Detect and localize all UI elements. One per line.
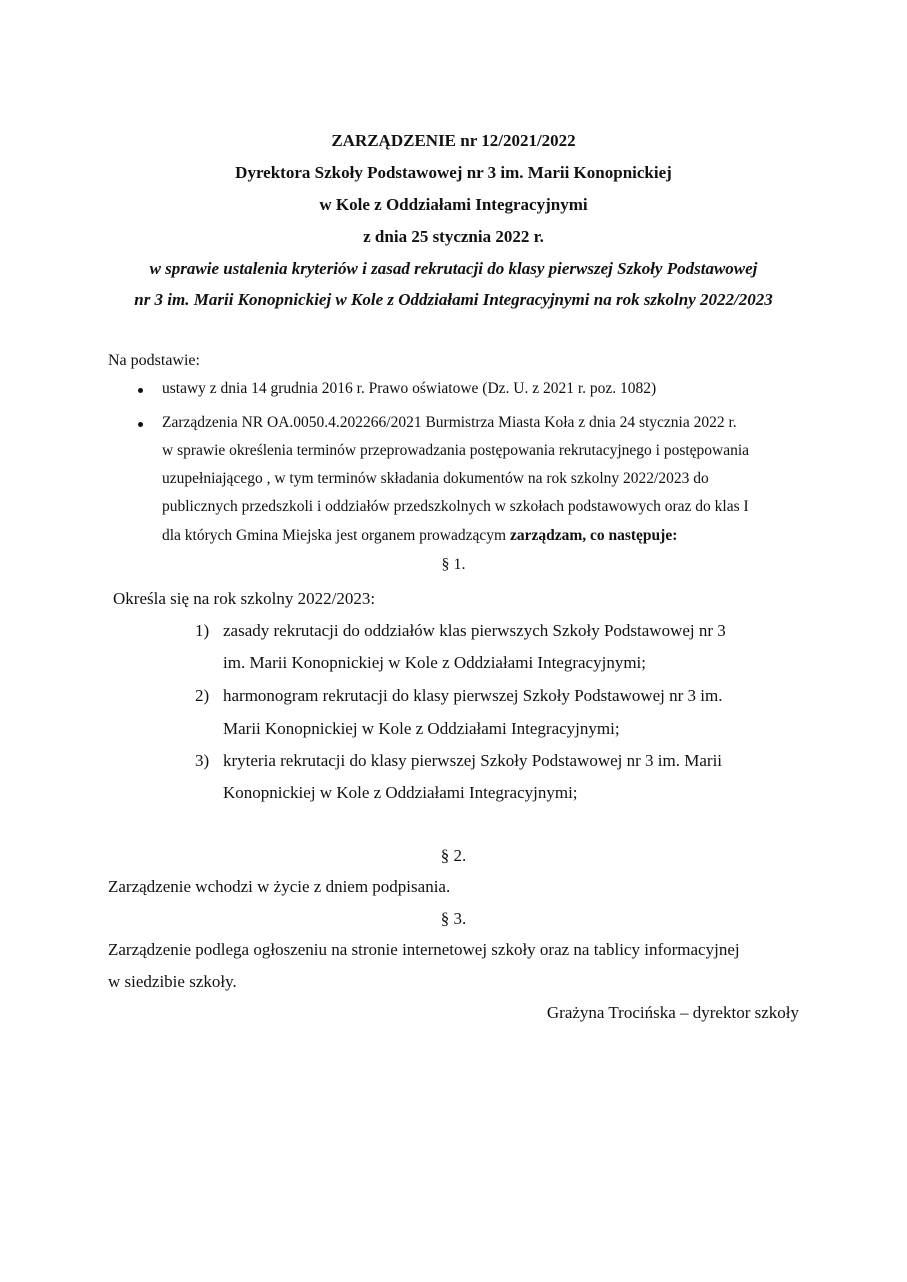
- list-item-number: 2): [195, 686, 210, 705]
- bullet-icon: [138, 422, 143, 427]
- decree-phrase: zarządzam, co następuje:: [509, 527, 678, 544]
- basis-item-2-line-4: publicznych przedszkoli i oddziałów przedszkolnych w szkołach podstawowych oraz do klas I: [162, 498, 749, 515]
- section-2-text: Zarządzenie wchodzi w życie z dniem podpisania.: [108, 877, 451, 896]
- list-item-line-2: Konopnickiej w Kole z Oddziałami Integracyjnymi;: [223, 783, 578, 802]
- basis-intro: Na podstawie:: [108, 352, 200, 369]
- list-item-line-1: zasady rekrutacji do oddziałów klas pierwszych Szkoły Podstawowej nr 3: [223, 621, 726, 640]
- signature: Grażyna Trocińska – dyrektor szkoły: [546, 1003, 799, 1022]
- document-date: z dnia 25 stycznia 2022 r.: [363, 227, 544, 246]
- subject-line-1: w sprawie ustalenia kryteriów i zasad rekrutacji do klasy pierwszej Szkoły Podstawowej: [149, 259, 758, 278]
- basis-item-2-line-5: [162, 527, 677, 545]
- list-item-number: 1): [195, 621, 210, 640]
- list-item-line-2: im. Marii Konopnickiej w Kole z Oddziałami Integracyjnymi;: [223, 653, 646, 672]
- subject-line-2: nr 3 im. Marii Konopnickiej w Kole z Oddziałami Integracyjnymi na rok szkolny 2022/2023: [134, 290, 773, 309]
- section-3-text-line-1: Zarządzenie podlega ogłoszeniu na stronie internetowej szkoły oraz na tablicy informacyjnej: [108, 940, 740, 959]
- section-1-symbol: § 1.: [441, 556, 466, 573]
- bullet-icon: [138, 388, 143, 393]
- section-2-symbol: § 2.: [440, 846, 467, 865]
- basis-item-2-line-3: uzupełniającego , w tym terminów składania dokumentów na rok szkolny 2022/2023 do: [162, 470, 709, 487]
- basis-item-2-line-2: w sprawie określenia terminów przeprowadzania postępowania rekrutacyjnego i postępowania: [162, 442, 750, 459]
- list-item-line-1: kryteria rekrutacji do klasy pierwszej Szkoły Podstawowej nr 3 im. Marii: [223, 751, 723, 770]
- basis-item-1: ustawy z dnia 14 grudnia 2016 r. Prawo oświatowe (Dz. U. z 2021 r. poz. 1082): [162, 380, 657, 397]
- list-item-line-2: Marii Konopnickiej w Kole z Oddziałami Integracyjnymi;: [223, 719, 620, 738]
- issuer-line-1: Dyrektora Szkoły Podstawowej nr 3 im. Marii Konopnickiej: [235, 163, 672, 182]
- list-item-number: 3): [195, 751, 210, 770]
- section-1-intro: Określa się na rok szkolny 2022/2023:: [113, 589, 376, 608]
- issuer-line-2: w Kole z Oddziałami Integracyjnymi: [319, 195, 588, 214]
- basis-item-2-line-1: Zarządzenia NR OA.0050.4.202266/2021 Burmistrza Miasta Koła z dnia 24 stycznia 2022 r.: [162, 414, 737, 431]
- section-3-symbol: § 3.: [440, 909, 467, 928]
- document-title: ZARZĄDZENIE nr 12/2021/2022: [331, 131, 576, 150]
- section-3-text-line-2: w siedzibie szkoły.: [108, 972, 237, 991]
- basis-item-2-line-5-text: dla których Gmina Miejska jest organem prowadzącym: [162, 527, 510, 544]
- list-item-line-1: harmonogram rekrutacji do klasy pierwszej Szkoły Podstawowej nr 3 im.: [223, 686, 723, 705]
